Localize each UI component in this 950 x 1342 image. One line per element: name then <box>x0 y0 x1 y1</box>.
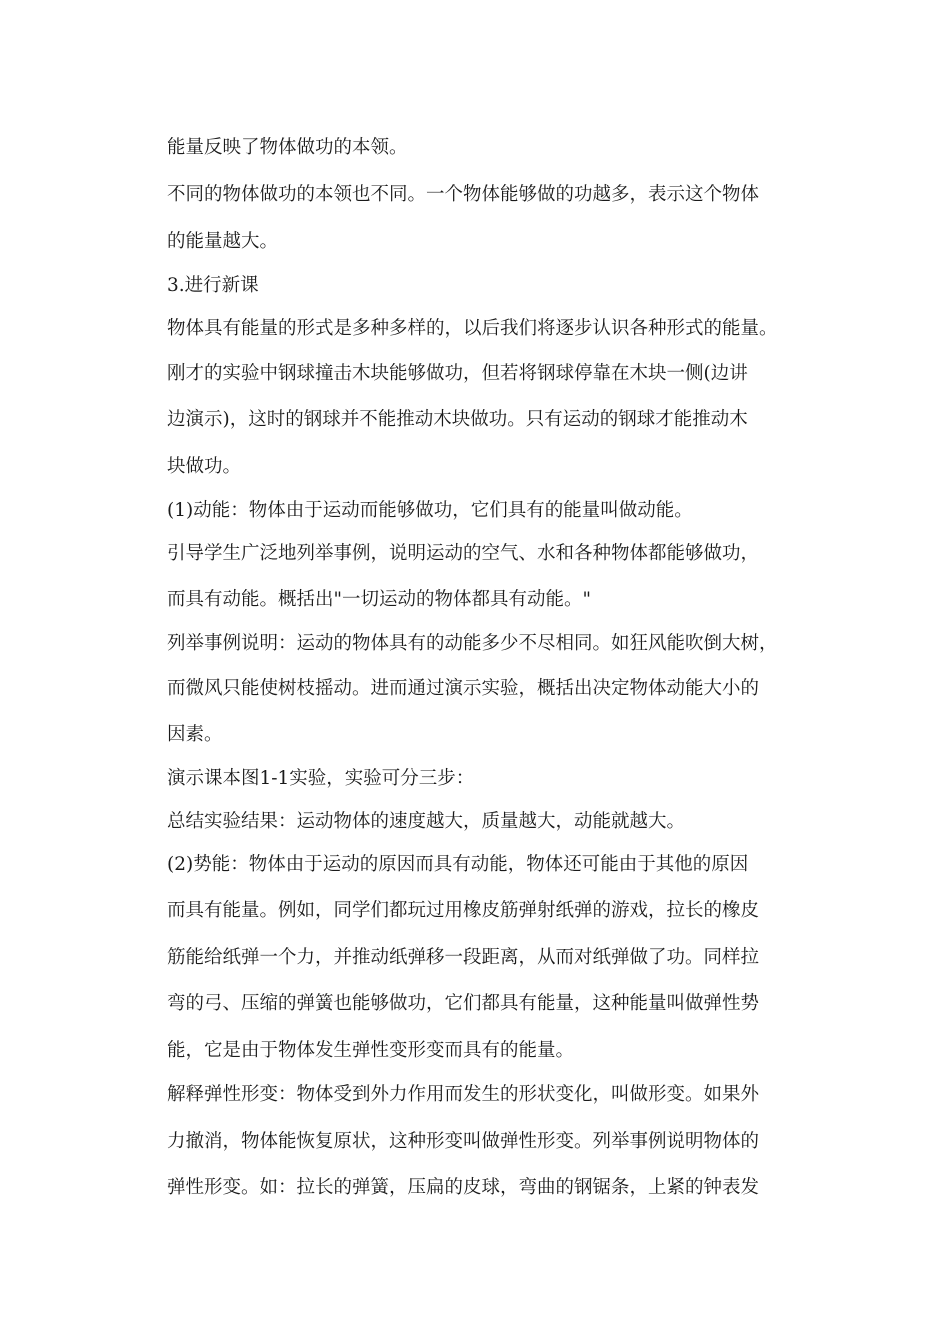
text-line-7: 边演示)，这时的钢球并不能推动木块做功。只有运动的钢球才能推动木 <box>167 409 748 430</box>
text-line-3: 的能量越大。 <box>167 231 279 252</box>
text-line-14: 因素。 <box>167 724 223 745</box>
text-line-10: 引导学生广泛地列举事例，说明运动的空气、水和各种物体都能够做功， <box>167 543 760 564</box>
text-line-16: 总结实验结果：运动物体的速度越大，质量越大，动能就越大。 <box>167 811 686 832</box>
text-line-6: 刚才的实验中钢球撞击木块能够做功，但若将钢球停靠在木块一侧(边讲 <box>167 363 748 384</box>
text-line-8: 块做功。 <box>167 456 242 477</box>
text-line-12: 列举事例说明：运动的物体具有的动能多少不尽相同。如狂风能吹倒大树， <box>167 633 778 654</box>
text-line-21: 能，它是由于物体发生弹性变形变而具有的能量。 <box>167 1040 575 1061</box>
text-line-2: 不同的物体做功的本领也不同。一个物体能够做的功越多，表示这个物体 <box>167 184 760 205</box>
text-line-5: 物体具有能量的形式是多种多样的，以后我们将逐步认识各种形式的能量。 <box>167 318 778 339</box>
text-line-13: 而微风只能使树枝摇动。进而通过演示实验，概括出决定物体动能大小的 <box>167 678 760 699</box>
text-line-17: (2)势能：物体由于运动的原因而具有动能，物体还可能由于其他的原因 <box>167 854 749 875</box>
section-heading: 3.进行新课 <box>167 275 259 296</box>
text-line-18: 而具有能量。例如，同学们都玩过用橡皮筋弹射纸弹的游戏，拉长的橡皮 <box>167 900 760 921</box>
text-line-1: 能量反映了物体做功的本领。 <box>167 137 408 158</box>
text-line-11: 而具有动能。概括出"一切运动的物体都具有动能。" <box>167 589 592 610</box>
text-line-22: 解释弹性形变：物体受到外力作用而发生的形状变化，叫做形变。如果外 <box>167 1084 760 1105</box>
text-line-15: 演示课本图1-1实验，实验可分三步： <box>167 768 475 789</box>
text-line-9: (1)动能：物体由于运动而能够做功，它们具有的能量叫做动能。 <box>167 500 693 521</box>
text-line-24: 弹性形变。如：拉长的弹簧，压扁的皮球，弯曲的钢锯条，上紧的钟表发 <box>167 1177 760 1198</box>
text-line-19: 筋能给纸弹一个力，并推动纸弹移一段距离，从而对纸弹做了功。同样拉 <box>167 947 760 968</box>
text-line-23: 力撤消，物体能恢复原状，这种形变叫做弹性形变。列举事例说明物体的 <box>167 1131 760 1152</box>
text-line-20: 弯的弓、压缩的弹簧也能够做功，它们都具有能量，这种能量叫做弹性势 <box>167 993 760 1014</box>
